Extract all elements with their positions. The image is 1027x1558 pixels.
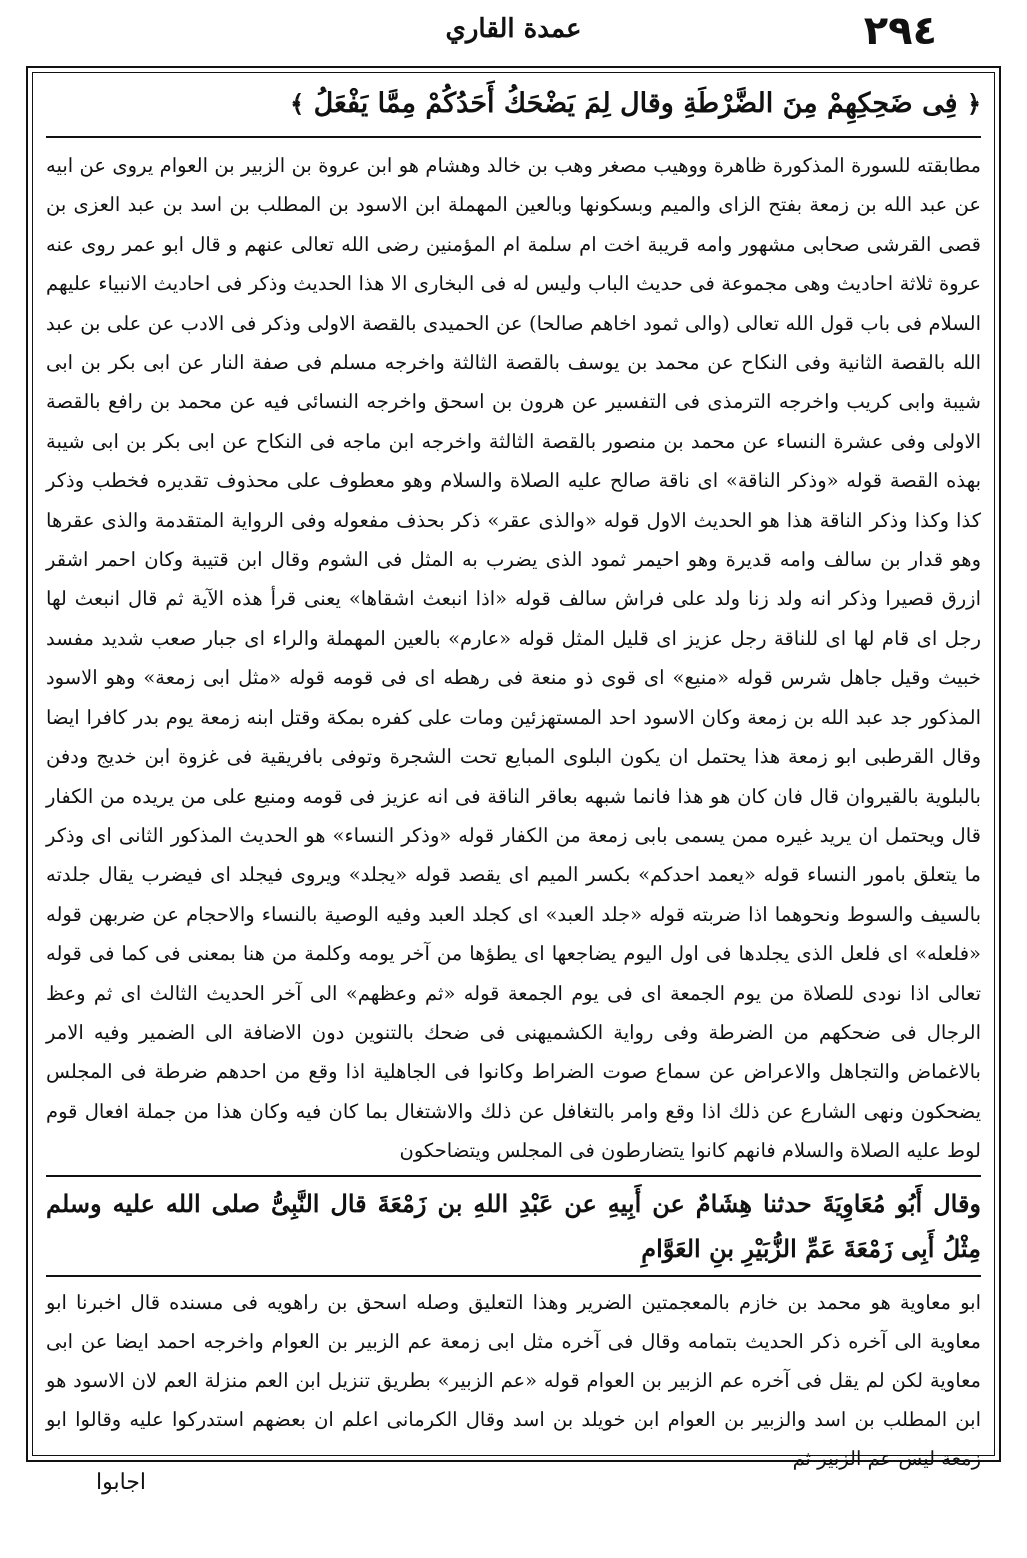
page-header — [60, 8, 967, 58]
ornament-open-icon: ﴿ — [966, 89, 981, 118]
running-title: عمدة القاري — [445, 14, 582, 44]
catchword: اجابوا — [96, 1470, 147, 1495]
verse-text: فِى ضَحِكِهِمْ مِنَ الضَّرْطَةِ وقال لِمَ يَضْحَكُ أَحَدُكُمْ مِمَّا يَفْعَلُ — [313, 88, 958, 119]
hadith-text: وقال أَبُو مُعَاوِيَةَ حدثنا هِشَامٌ عن أَبِيهِ عن عَبْدِ اللهِ بن زَمْعَةَ قال النَّبِىُّ صلى الله عليه وسلم مِثْلُ أَبِى زَمْعَةَ عَمِّ الزُّبَيْرِ بنِ العَوَّامِ — [46, 1175, 981, 1277]
ornament-close-icon: ﴾ — [290, 89, 305, 118]
hadith-text-top — [46, 78, 981, 138]
commentary-paragraph-2: ابو معاوية هو محمد بن خازم بالمعجمتين الضرير وهذا التعليق وصله اسحق بن راهويه فى مسنده قال اخبرنا ابو معاوية الى آخره ذكر الحديث بتمامه وقال فى آخره مثل ابى زمعة عم الزبير بن العوام واخرجه احمد ايضا عن ابى معاوية لكن لم يقل فى آخره عم الزبير بن العوام قوله «عم الزبير» بطريق تنزيل ابن العم منزلة العم لان الاسود هو ابن المطلب بن اسد والزبير بن العوام ابن خويلد بن اسد وقال الكرمانى اعلم ان بعضهم استدركوا عليه وقالوا ابو زمعة ليس عم الزبير ثم — [46, 1290, 981, 1470]
text-content — [46, 78, 981, 1478]
page-number: ٢٩٤ — [863, 8, 937, 54]
text-frame — [26, 66, 1001, 1470]
commentary-paragraph: مطابقته للسورة المذكورة ظاهرة ووهيب مصغر وهب بن خالد وهشام هو ابن عروة بن الزبير بن العوام يروى عن ابيه عن عبد الله بن زمعة بفتح الزاى والميم وبسكونها وبالعين المهملة ابن الاسود بن المطلب بن اسد بن عبد العزى بن قصى القرشى صحابى مشهور وامه قريبة اخت ام سلمة ام المؤمنين رضى الله تعالى عنهم و قال ابو عمر روى عنه عروة ثلاثة احاديث وهى مجموعة فى حديث الباب وليس له فى البخارى الا هذا الحديث وذكر فى احاديث الانبياء عليهم السلام فى باب قول الله تعالى (والى ثمود اخاهم صالحا) عن الحميدى بالقصة الاولى وذكر فى الادب عن على بن عبد الله بالقصة الثانية وفى النكاح عن محمد بن يوسف بالقصة الثالثة واخرجه مسلم فى صفة النار عن ابى بكر بن ابى شيبة وابى كريب واخرجه الترمذى فى التفسير عن هرون بن اسحق واخرجه النسائى فيه عن محمد بن رافع بالقصة الاولى وفى عشرة النساء عن محمد بن منصور بالقصة الثالثة واخرجه ابن ماجه فى النكاح عن ابى بكر بن ابى شيبة بهذه القصة قوله «وذكر الناقة» اى ناقة صالح عليه الصلاة والسلام وهو معطوف على محذوف تقديره فخطب وذكر كذا وكذا وذكر الناقة هذا هو الحديث الاول قوله «والذى عقر» ذكر بحذف مفعوله وفى الرواية المتقدمة والذى عقرها وهو قدار بن سالف وامه قديرة وهو احيمر ثمود الذى يضرب به المثل فى الشوم وقال ابن قتيبة وكان احمر اشقر ازرق قصيرا وذكر انه ولد زنا ولد على فراش سالف قوله «اذا انبعث اشقاها» يعنى قرأ هذه الآية ثم قال انبعث لها رجل اى قام لها اى للناقة رجل عزيز اى قليل المثل قوله «عارم» بالعين المهملة والراء اى جبار صعب شديد مفسد خبيث وقيل جاهل شرس قوله «منيع» اى قوى ذو منعة فى رهطه اى فى قومه قوله «مثل ابى زمعة» وهو الاسود المذكور جد عبد الله بن زمعة وكان الاسود احد المستهزئين ومات على كفره بمكة وقتل ابنه زمعة يوم بدر كافرا ايضا وقال القرطبى ابو زمعة هذا يحتمل ان يكون البلوى المبايع تحت الشجرة وتوفى بافريقية فى غزوة ابن خديج ودفن بالبلوية بالقيروان قال فان كان هو هذا فانما شبهه بعاقر الناقة فى انه عزيز فى قومه ومنيع على من يريده من الكفار قال ويحتمل ان يريد غيره ممن يسمى بابى زمعة من الكفار قوله «وذكر النساء» هو الحديث المذكور الثانى اى وذكر ما يتعلق بامور النساء قوله «يعمد احدكم» بكسر الميم اى يقصد قوله «يجلد» ويروى فيجلد اى فيضرب يقال جلدته بالسيف والسوط ونحوهما اذا ضربته قوله «جلد العبد» اى كجلد العبد وفيه الوصية بالنساء والاحجام عن ضربهن قوله «فلعله» اى فلعل الذى يجلدها فى اول اليوم يضاجعها اى يطؤها من آخر يومه وكلمة من هنا بمعنى فى كما فى قوله تعالى اذا نودى للصلاة من يوم الجمعة اى فى يوم الجمعة قوله «ثم وعظهم» الى آخر الحديث الثالث اى ثم وعظ الرجال فى ضحكهم من الضرطة وفى رواية الكشميهنى فى ضحك بالتنوين دون الاضافة الى الضمير وفيه الامر بالاغماض والتجاهل والاعراض عن سماع صوت الضراط وكانوا فى الجاهلية اذا وقع من احدهم ضرطة فى المجلس يضحكون ونهى الشارع عن ذلك اذا وقع وامر بالتغافل عن ذلك والاشتغال بما كان فيه وكان هذا من جملة افعال قوم لوط عليه الصلاة والسلام فانهم كانوا يتضارطون فى المجلس ويتضاحكون — [46, 154, 981, 1163]
